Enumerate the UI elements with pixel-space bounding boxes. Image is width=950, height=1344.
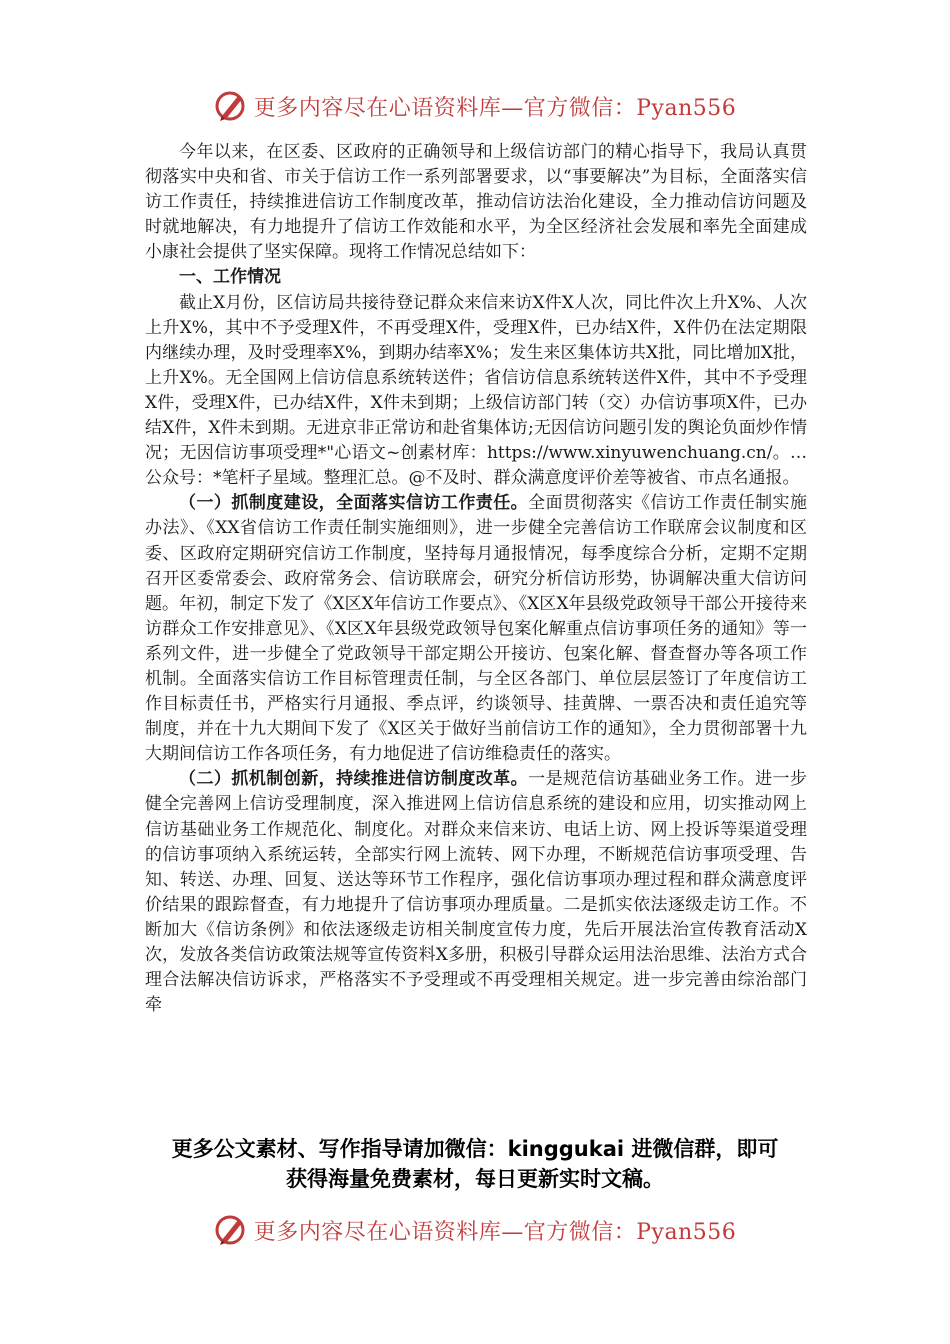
watermark-text: 更多内容尽在心语资料库—官方微信：Pyan556 [253, 95, 737, 121]
stats-paragraph: 截止X月份，区信访局共接待登记群众来信来访X件X人次，同比件次上升X%、人次上升X%，其中不予受理X件，不再受理X件，受理X件，已办结X件，X件仍在法定期限内继续办理，及时受理率X%，到期办结率X%；发生来区集体访共X批，同比增加X批，上升X%。无全国网上信访信息系统转送件；省信访信息系统转送件X件，其中不予受理X件，受理X件，已办结X件，X件未到期；上级信访部门转（交）办信访事项X件，已办结X件，X件未到期。无进京非正常访和赴省集体访;无因信访问题引发的舆论负面炒作情况；无因信访事项受理*"心语文~创素材库：https://www.xinyuwenchuang.cn/。…公众号：*笔杆子星域。整理汇总。@不及时、群众满意度评价差等被省、市点名通报。 [145, 292, 807, 489]
item2-paragraph [145, 767, 807, 1018]
promo-line-1: 更多公文素材、写作指导请加微信：kinggukai 进微信群，即可 [171, 1137, 779, 1161]
watermark-header [0, 84, 950, 128]
watermark-text: 更多内容尽在心语资料库—官方微信：Pyan556 [253, 1219, 737, 1245]
promo-line-2: 获得海量免费素材，每日更新实时文稿。 [286, 1167, 664, 1191]
item1-body: 全面贯彻落实《信访工作责任制实施办法》、《XX省信访工作责任制实施细则》，进一步健全完善信访工作联席会议制度和区委、区政府定期研究信访工作制度，坚持每月通报情况，每季度综合分析，定期不定期召开区委常委会、政府常务会、信访联席会，研究分析信访形势，协调解决重大信访问题。年初，制定下发了《X区X年信访工作要点》、《X区X年县级党政领导干部公开接待来访群众工作安排意见》、《X区X年县级党政领导包案化解重点信访事项任务的通知》等一系列文件，进一步健全了党政领导干部定期公开接访、包案化解、督查督办等各项工作机制。全面落实信访工作目标管理责任制，与全区各部门、单位层层签订了年度信访工作目标责任书，严格实行月通报、季点评，约谈领导、挂黄牌、一票否决和责任追究等制度，并在十九大期间下发了《X区关于做好当前信访工作的通知》，全力贯彻部署十九大期间信访工作各项任务，有力地促进了信访维稳责任的落实。 [145, 493, 808, 765]
promo-banner [130, 1134, 820, 1194]
section-heading: 一、工作情况 [179, 267, 281, 288]
document-body [145, 140, 807, 1018]
item2-body: 一是规范信访基础业务工作。进一步健全完善网上信访受理制度，深入推进网上信访信息系统的建设和应用，切实推动网上信访基础业务工作规范化、制度化。对群众来信来访、电话上访、网上投诉等渠道受理的信访事项纳入系统运转，全部实行网上流转、网下办理，不断规范信访事项受理、告知、转送、办理、回复、送达等环节工作程序，强化信访事项办理过程和群众满意度评价结果的跟踪督查，有力地提升了信访事项办理质量。二是抓实依法逐级走访工作。不断加大《信访条例》和依法逐级走访相关制度宣传力度，先后开展法治宣传教育活动X次，发放各类信访政策法规等宣传资料X多册，积极引导群众运用法治思维、法治方式合理合法解决信访诉求，严格落实不予受理或不再受理相关规定。进一步完善由综治部门牵 [145, 769, 808, 1016]
item1-paragraph [145, 491, 807, 767]
item2-title: （二）抓机制创新，持续推进信访制度改革。 [179, 769, 529, 790]
watermark-footer [0, 1208, 950, 1252]
item1-title: （一）抓制度建设，全面落实信访工作责任。 [179, 493, 529, 514]
intro-paragraph: 今年以来，在区委、区政府的正确领导和上级信访部门的精心指导下，我局认真贯彻落实中央和省、市关于信访工作一系列部署要求，以“事要解决”为目标，全面落实信访工作责任，持续推进信访工作制度改革，推动信访法治化建设，全力推动信访问题及时就地解决，有力地提升了信访工作效能和水平，为全区经济社会发展和率先全面建成小康社会提供了坚实保障。现将工作情况总结如下： [145, 142, 807, 263]
pen-logo-icon [214, 88, 250, 124]
pen-logo-icon [214, 1212, 250, 1248]
